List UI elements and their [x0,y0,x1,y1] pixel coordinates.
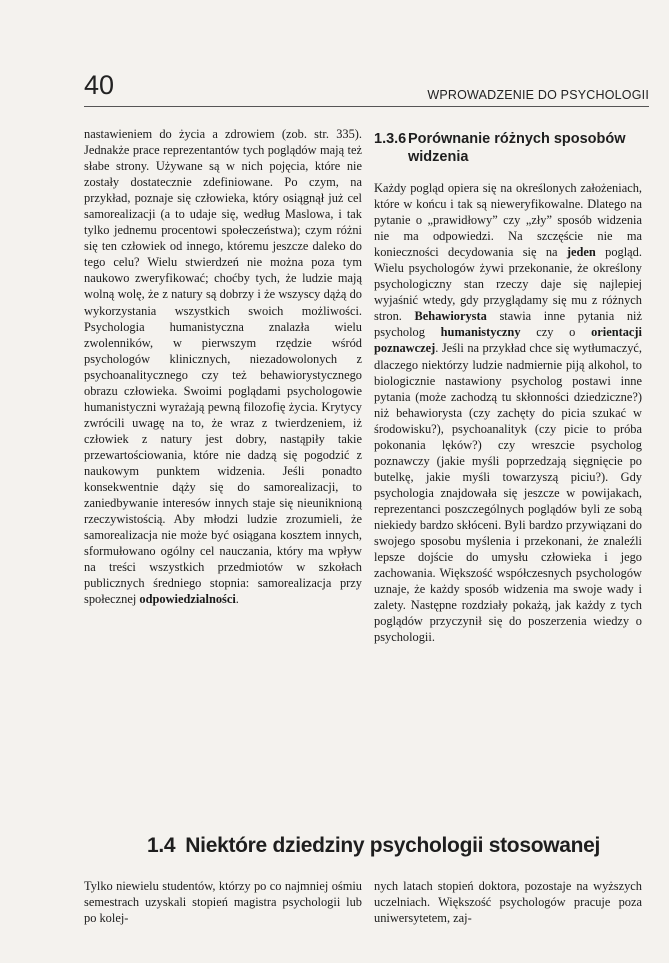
chapter-title: Niektóre dziedziny psychologii stosowanej [185,834,601,857]
body-paragraph: nastawieniem do życia a zdrowiem (zob. str. 335). Jednakże prace reprezentantów tych poglądów mają też słabe strony. Używane są w nich pojęcia, które nie zostały dostatecznie zdefiniowane. Po czym, na przykład, poznaje się człowieka, który osiągnął już cel samorealizacji (a to udaje się, według Maslowa, i tak tylko jednemu procentowi społeczeństwa); czym różni się ten człowiek od innego, któremu jeszcze daleko do tego celu? Wielu stwierdzeń nie można poza tym naukowo zweryfikować; choćby tych, że ludzie mają wolną wolę, że z natury są dobrzy i że wszyscy dążą do wykorzystania wszystkich swoich możliwości. Psychologia humanistyczna znalazła wielu zwolenników, w pierwszym rzędzie wśród psychologów klinicznych, niezadowolonych z psychoanalitycznego czy też behawiorystycznego obrazu człowieka. Swoimi poglądami psychologowie humanistyczni wyrażają pewną filozofię życia. Krytycy zwrócili uwagę na to, że wraz z twierdzeniem, iż człowiek z natury jest dobry, nastąpiły takie przewartościowania, które nie dadzą się pogodzić z naukowym punktem widzenia. Jeśli ponadto konsekwentnie dąży się do samorealizacji, to zaniedbywanie interesów innych staje się nieuniknioną rzeczywistością. Aby młodzi ludzie zrozumieli, że samorealizacja nie może być osiągana kosztem innych, sformułowano ogólny cel nauczania, który ma wpływ na treści wszystkich przedmiotów w szkołach publicznych średniego stopnia: samorealizacja przy społecznej odpowiedzialności. [84,127,362,607]
left-column [84,126,362,607]
running-head: WPROWADZENIE DO PSYCHOLOGII [427,88,649,102]
body-paragraph: Tylko niewielu studentów, którzy po co najmniej ośmiu semestrach uzyskali stopień magistra psychologii lub po kolej- [84,879,362,926]
header-divider [84,106,649,107]
body-paragraph: Każdy pogląd opiera się na określonych założeniach, które w końcu i tak są nieweryfikowalne. Dlatego na pytanie o „prawidłowy” czy „zły” sposób widzenia nie ma odpowiedzi. Na szczęście nie ma konieczności decydowania się na jeden pogląd. Wielu psychologów żywi przekonanie, że określony psychologiczny stan rzeczy daje się najlepiej wyjaśnić wtedy, gdy przyglądamy się mu z różnych stron. Behawiorysta stawia inne pytania niż psycholog humanistyczny czy o orientacji poznawczej. Jeśli na przykład chce się wytłumaczyć, dlaczego niektórzy ludzie nadmiernie piją alkohol, to biologicznie nastawiony psycholog postawi inne pytania (może zachodzą tu skłonności dziedziczne?) niż behawiorysta (czy zachęty do picia szukać w środowisku?), psychoanalityk (czy picie to próba pokonania lęków?) czy wreszcie psycholog poznawczy (jakie myśli poprzedzają sięgnięcie po butelkę, jakie myśli towarzyszą piciu?). Gdy psychologia znajdowała się jeszcze w powijakach, reprezentanci poszczególnych poglądów byli ze sobą niekiedy bardzo skłóceni. Byli bardzo przywiązani do swojego sposobu myślenia i przekonani, że znaleźli lepsze dojście do umysłu człowieka i jego zachowania. Większość współczesnych psychologów uznaje, że każdy sposób widzenia ma swoje wady i zalety. Następne rozdziały pokażą, jak każdy z tych poglądów przyczynił się do poszerzenia wiedzy o psychologii. [374,181,643,645]
section-number: 1.3.6 [374,131,407,147]
chapter-number: 1.4 [147,834,176,857]
chapter-text-right [374,878,642,926]
section-title: Porównanie różnych sposobów widzenia [408,131,626,165]
page-number: 40 [84,70,115,100]
section-heading [374,130,642,166]
right-column [374,130,642,645]
chapter-heading [147,834,600,858]
chapter-text-left [84,878,362,926]
body-paragraph: nych latach stopień doktora, pozostaje na wyższych uczelniach. Większość psychologów pracuje poza uniwersytetem, zaj- [374,879,642,926]
